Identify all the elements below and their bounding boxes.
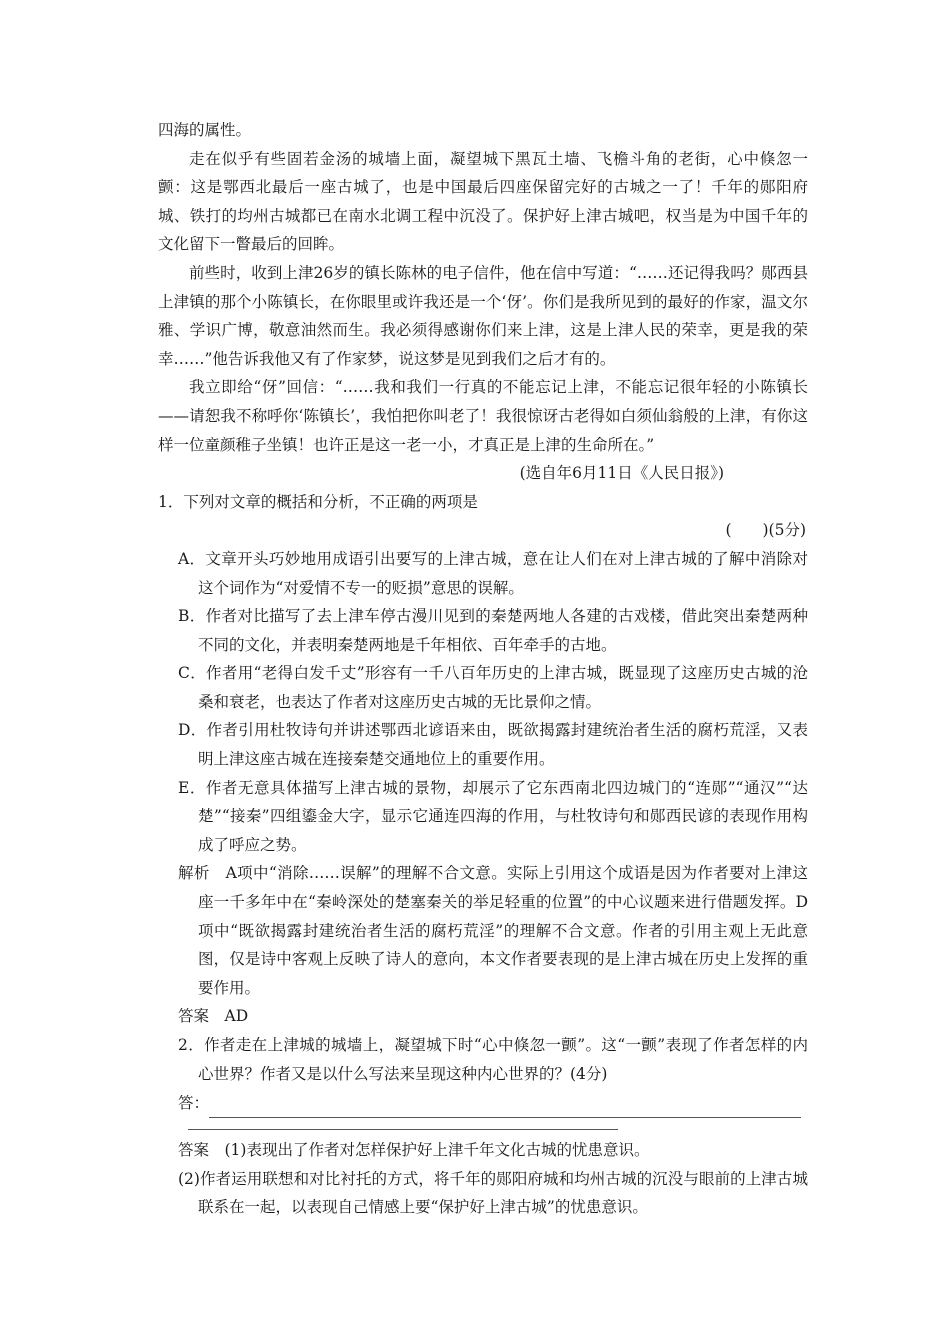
passage-paragraph-2: 前些时，收到上津26岁的镇长陈林的电子信件，他在信中写道：“……还记得我吗？郧西县上津镇的那个小陈镇长，在你眼里或许我还是一个‘伢’。你们是我所见到的最好的作家，温文尔雅、学识广博，敬意油然而生。我必须得感谢你们来上津，这是上津人民的荣幸，更是我的荣幸……”他告诉我他又有了作家梦，说这梦是见到我们之后才有的。 bbox=[158, 263, 808, 368]
question-1-option-d: D．作者引用杜牧诗句并讲述鄂西北谚语来由，既欲揭露封建统治者生活的腐朽荒淫，又表明上津这座古城在连接秦楚交通地位上的重要作用。 bbox=[178, 721, 808, 769]
question-1-option-b: B．作者对比描写了去上津车停古漫川见到的秦楚两地人各建的古戏楼，借此突出秦楚两种不同的文化，并表明秦楚两地是千年相依、百年牵手的古地。 bbox=[178, 607, 808, 654]
question-2-answer-1: 答案 (1)表现出了作者对怎样保护好上津千年文化古城的忧患意识。 bbox=[178, 1141, 650, 1160]
question-1-option-a: A．文章开头巧妙地用成语引出要写的上津古城，意在让人们在对上津古城的了解中消除对这个词作为“对爱情不专一的贬损”意思的误解。 bbox=[178, 549, 808, 597]
question-1-score: ( )(5分) bbox=[725, 521, 806, 540]
question-2-answer-2: (2)作者运用联想和对比衬托的方式，将千年的郧阳府城和均州古城的沉没与眼前的上津古城联系在一起，以表现自己情感上要“保护好上津古城”的忧患意识。 bbox=[178, 1169, 808, 1217]
question-1-stem: 1．下列对文章的概括和分析，不正确的两项是 bbox=[158, 492, 478, 511]
passage-source: (选自年6月11日《人民日报》) bbox=[519, 464, 724, 483]
passage-paragraph-1: 走在似乎有些固若金汤的城墙上面，凝望城下黑瓦土墙、飞檐斗角的老街，心中倏忽一颤：这是鄂西北最后一座古城了，也是中国最后四座保留完好的古城之一了！千年的郧阳府城、铁打的均州古城都已在南水北调工程中沉没了。保护好上津古城吧，权当是为中国千年的文化留下一瞥最后的回眸。 bbox=[158, 149, 808, 254]
passage-paragraph-3: 我立即给“伢”回信：“……我和我们一行真的不能忘记上津，不能忘记很年轻的小陈镇长——请恕我不称呼你‘陈镇长’，我怕把你叫老了！我很惊讶古老得如白须仙翁般的上津，有你这样一位童颜稚子坐镇！也许正是这一老一小，才真正是上津的生命所在。” bbox=[158, 378, 808, 454]
passage-line-0: 四海的属性。 bbox=[158, 121, 252, 139]
answer-blank-line-1[interactable] bbox=[209, 1099, 801, 1118]
question-1-answer: 答案 AD bbox=[178, 1007, 249, 1026]
answer-label: 答： bbox=[178, 1094, 210, 1113]
answer-blank-line-2[interactable] bbox=[188, 1128, 618, 1130]
question-1-option-e: E．作者无意具体描写上津古城的景物，却展示了它东西南北四边城门的“连郧”“通汉”“达楚”“接秦”四组鎏金大字，显示它通连四海的作用，与杜牧诗句和郧西民谚的表现作用构成了呼应之势。 bbox=[178, 778, 808, 854]
question-1-analysis: 解析 A项中“消除……误解”的理解不合文意。实际上引用这个成语是因为作者要对上津这座一千多年中在“秦岭深处的楚塞秦关的举足轻重的位置”的中心议题来进行借题发挥。D项中“既欲揭露封建统治者生活的腐朽荒淫”的理解不合文意。作者的引用主观上无此意图，仅是诗中客观上反映了诗人的意向，本文作者要表现的是上津古城在历史上发挥的重要作用。 bbox=[178, 864, 808, 997]
question-1-option-c: C．作者用“老得白发千丈”形容有一千八百年历史的上津古城，既显现了这座历史古城的沧桑和衰老，也表达了作者对这座历史古城的无比景仰之情。 bbox=[178, 664, 808, 711]
question-2-stem: 2．作者走在上津城的城墙上，凝望城下时“心中倏忽一颤”。这“一颤”表现了作者怎样的内心世界？作者又是以什么写法来呈现这种内心世界的？(4分) bbox=[178, 1036, 808, 1083]
answer-blank-row bbox=[158, 1088, 808, 1118]
document-body bbox=[158, 116, 808, 1222]
